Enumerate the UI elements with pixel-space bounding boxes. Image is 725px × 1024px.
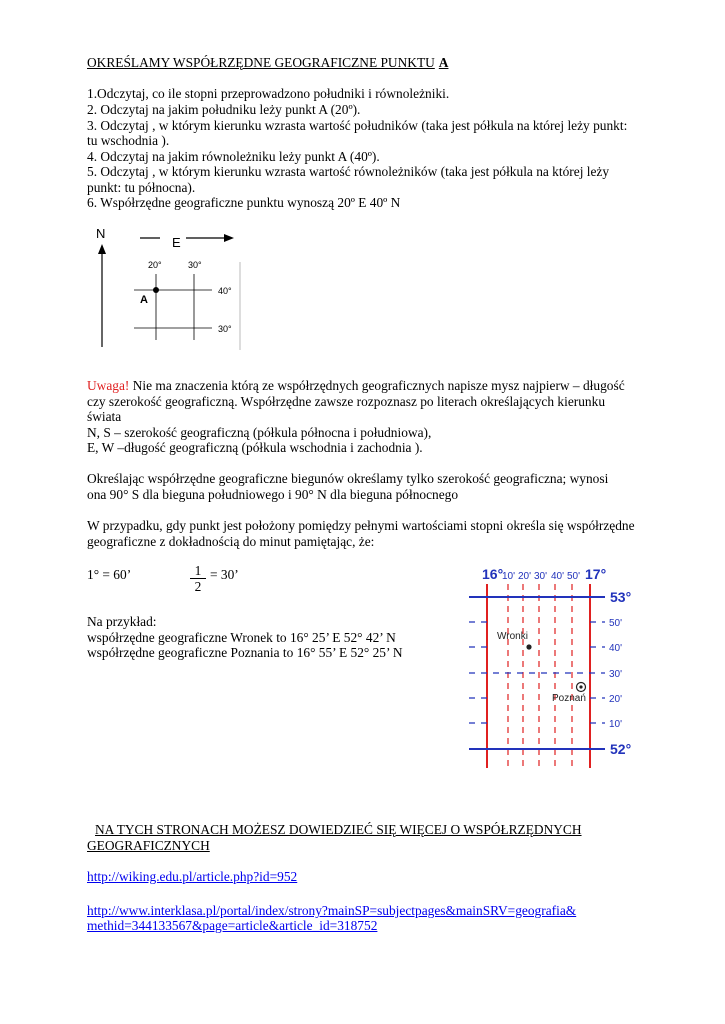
lon-label-20: 20° [148, 260, 162, 270]
lon-min-10: 10' [502, 571, 516, 582]
lon-min-20: 20' [518, 571, 532, 582]
title-text: OKREŚLAMY WSPÓŁRZĘDNE GEOGRAFICZNE PUNKTU [87, 55, 435, 70]
note-line-5: E, W –długość geograficzną (półkula wschodnia i zachodnia ). [87, 440, 423, 455]
step-5: 5. Odczytaj , w którym kierunku wzrasta wartość równoleżników (taka jest półkula na której leży [87, 164, 610, 179]
step-2: 2. Odczytaj na jakim południku leży punkt A (20º). [87, 102, 361, 117]
fraction-one-half [190, 563, 206, 594]
east-label: E [172, 235, 181, 250]
lat-min-10: 10' [609, 719, 623, 730]
north-label: N [96, 226, 106, 241]
lat-min-40: 40' [609, 643, 623, 654]
link-interklasa-1[interactable]: http://www.interklasa.pl/portal/index/strony?mainSP=subjectpages&mainSRV=geografia& [87, 903, 577, 918]
note-line-4: N, S – szerokość geograficzną (półkula północna i południowa), [87, 425, 432, 440]
lon-end-label: 17° [585, 566, 607, 582]
step-5-cont: punkt: tu północna). [87, 180, 196, 195]
example-poznan: współrzędne geograficzne Poznania to 16° 55’ E 52° 25’ N [87, 645, 403, 660]
formula-degrees: 1° = 60’ [87, 567, 132, 582]
step-6: 6. Współrzędne geograficzne punktu wynoszą 20º E 40º N [87, 195, 401, 210]
north-arrow-head [98, 244, 106, 254]
city-wronki-marker [526, 644, 531, 649]
lat-label-30: 30° [218, 324, 232, 334]
map-grid-diagram [455, 564, 645, 770]
step-4: 4. Odczytaj na jakim równoleżniku leży punkt A (40º). [87, 149, 380, 164]
fraction-numerator: 1 [190, 563, 206, 579]
note-line-2: czy szerokość geograficzną. Współrzędne zawsze rozpoznasz po literach określających kierunku [87, 394, 606, 409]
lat-min-50: 50' [609, 618, 623, 629]
point-a-marker [153, 287, 159, 293]
point-a-label: A [140, 294, 148, 306]
minutes-line-1: W przypadku, gdy punkt jest położony pomiędzy pełnymi wartościami stopni określa się współrzędne [87, 518, 635, 533]
note-line-3: świata [87, 409, 122, 424]
more-info-line-2 [87, 838, 210, 854]
example-header: Na przykład: [87, 614, 157, 629]
more-info-line-1 [87, 822, 582, 838]
lon-min-40: 40' [551, 571, 565, 582]
note-text-1: Nie ma znaczenia którą ze współrzędnych geograficznych napisze mysz najpierw – długość [129, 378, 625, 393]
more-info-text-2: GEOGRAFICZNYCH [87, 838, 210, 853]
lon-min-50: 50' [567, 571, 581, 582]
city-poznan-marker-dot [579, 685, 582, 688]
step-3: 3. Odczytaj , w którym kierunku wzrasta wartość południków (taka jest półkula na której leży punkt: [87, 118, 628, 133]
link-wiking[interactable]: http://wiking.edu.pl/article.php?id=952 [87, 869, 298, 884]
link-interklasa-2[interactable]: methid=344133567&page=article&article_id=318752 [87, 918, 378, 933]
city-poznan-label: Poznań [552, 693, 586, 704]
example-wronki: współrzędne geograficzne Wronek to 16° 25’ E 52° 42’ N [87, 630, 396, 645]
lon-start-label: 16° [482, 566, 504, 582]
lon-min-30: 30' [534, 571, 548, 582]
step-1: 1.Odczytaj, co ile stopni przeprowadzono południki i równoleżniki. [87, 86, 450, 101]
warning-label: Uwaga! [87, 378, 130, 393]
page-title [87, 55, 448, 71]
poles-line-1: Określając współrzędne geograficzne biegunów określamy tylko szerokość geograficzna; wynosi [87, 471, 609, 486]
city-wronki-label: Wronki [497, 631, 528, 642]
minutes-line-2: geograficzne z dokładnością do minut pamiętając, że: [87, 534, 375, 549]
step-3-cont: tu wschodnia ). [87, 133, 170, 148]
east-arrow-head [224, 234, 234, 242]
title-point: A [438, 55, 449, 70]
formula-result: = 30’ [210, 567, 239, 582]
coordinates-diagram [90, 222, 250, 357]
lat-top-label: 53° [610, 589, 632, 605]
lat-bottom-label: 52° [610, 741, 632, 757]
lat-min-30: 30' [609, 669, 623, 680]
lat-min-20: 20' [609, 694, 623, 705]
note-line-1 [87, 378, 625, 394]
more-info-text-1: NA TYCH STRONACH MOŻESZ DOWIEDZIEĆ SIĘ WIĘCEJ O WSPÓŁRZĘDNYCH [95, 822, 582, 837]
fraction-denominator: 2 [194, 579, 202, 594]
poles-line-2: ona 90° S dla bieguna południowego i 90° N dla bieguna północnego [87, 487, 459, 502]
lon-label-30: 30° [188, 260, 202, 270]
lat-label-40: 40° [218, 286, 232, 296]
